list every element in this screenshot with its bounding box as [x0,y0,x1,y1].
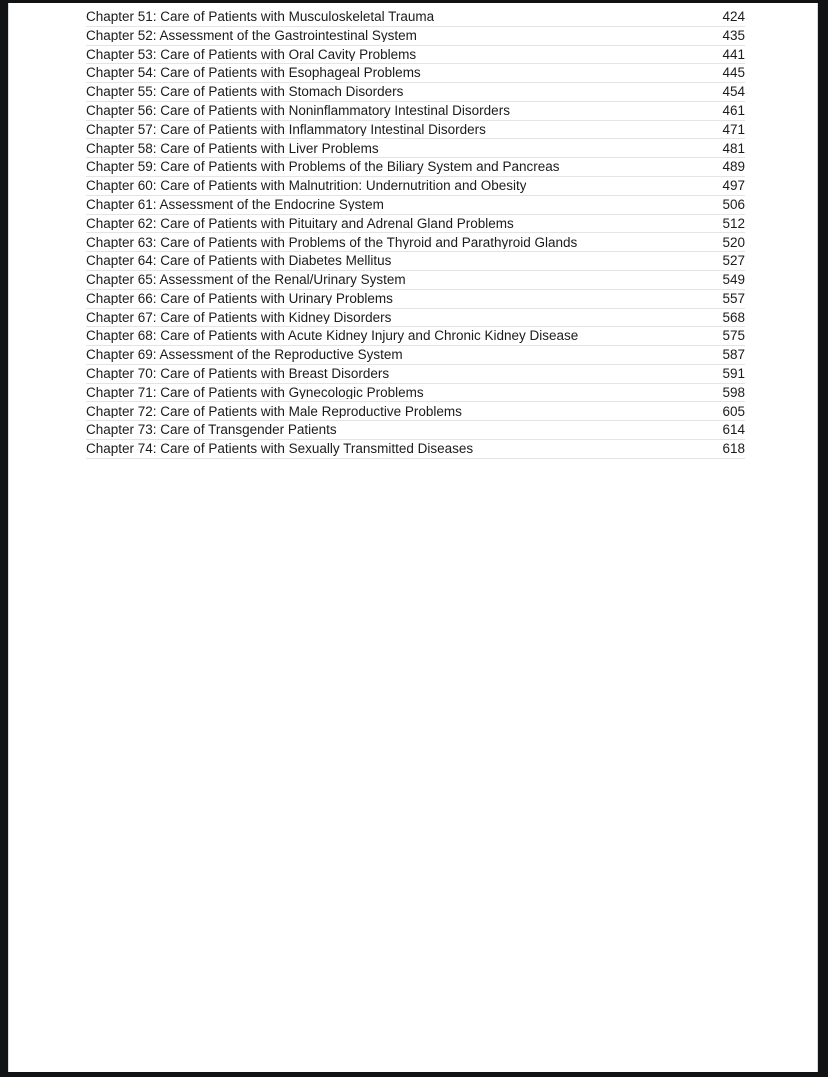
page-number: 549 [722,272,745,288]
page-number: 445 [722,65,745,81]
chapter-title: Chapter 63: Care of Patients with Problems of the Thyroid and Parathyroid Glands [86,235,578,250]
page-number: 591 [722,365,745,381]
toc-entry [86,309,745,328]
chapter-title: Chapter 55: Care of Patients with Stomach Disorders [86,85,404,99]
page-number: 435 [722,27,745,43]
page-number: 481 [722,140,745,156]
page-number: 520 [722,234,745,250]
document-page [8,3,818,1072]
toc-entry [86,139,745,158]
page-number: 557 [722,290,745,306]
page-number: 512 [722,215,745,231]
chapter-title: Chapter 59: Care of Patients with Problems of the Biliary System and Pancreas [86,160,560,174]
chapter-title: Chapter 70: Care of Patients with Breast Disorders [86,366,390,381]
chapter-title: Chapter 57: Care of Patients with Inflammatory Intestinal Disorders [86,122,486,137]
page-number: 614 [722,422,745,438]
toc-entry [86,102,745,121]
toc-entry [86,384,745,403]
chapter-title: Chapter 67: Care of Patients with Kidney Disorders [86,310,392,325]
page-number: 587 [722,347,745,363]
toc-entry [86,121,745,140]
chapter-title: Chapter 68: Care of Patients with Acute Kidney Injury and Chronic Kidney Disease [86,329,579,343]
page-number: 618 [722,441,745,457]
toc-entry [86,290,745,309]
table-of-contents [86,8,745,459]
toc-entry [86,8,745,27]
chapter-title: Chapter 60: Care of Patients with Malnutrition: Undernutrition and Obesity [86,179,527,193]
chapter-title: Chapter 62: Care of Patients with Pituitary and Adrenal Gland Problems [86,216,514,231]
toc-entry [86,64,745,83]
toc-entry [86,46,745,65]
page-number: 489 [722,159,745,175]
toc-entry [86,215,745,234]
page-number: 575 [722,328,745,344]
page-number: 568 [722,309,745,325]
page-number: 441 [722,46,745,62]
toc-entry [86,402,745,421]
page-number: 424 [722,9,745,25]
chapter-title: Chapter 61: Assessment of the Endocrine System [86,197,384,212]
toc-entry [86,271,745,290]
page-number: 598 [722,384,745,400]
toc-entry [86,233,745,252]
chapter-title: Chapter 69: Assessment of the Reproductive System [86,348,403,362]
page-number: 454 [722,84,745,100]
chapter-title: Chapter 52: Assessment of the Gastrointestinal System [86,28,417,43]
toc-entry [86,27,745,46]
chapter-title: Chapter 72: Care of Patients with Male Reproductive Problems [86,404,462,419]
toc-entry [86,346,745,365]
chapter-title: Chapter 56: Care of Patients with Noninflammatory Intestinal Disorders [86,104,510,118]
chapter-title: Chapter 66: Care of Patients with Urinary Problems [86,291,393,306]
page-number: 527 [722,253,745,269]
toc-entry [86,365,745,384]
chapter-title: Chapter 65: Assessment of the Renal/Urinary System [86,273,406,287]
chapter-title: Chapter 53: Care of Patients with Oral Cavity Problems [86,47,417,62]
toc-entry [86,252,745,271]
toc-entry [86,196,745,215]
chapter-title: Chapter 73: Care of Transgender Patients [86,423,337,437]
chapter-title: Chapter 64: Care of Patients with Diabetes Mellitus [86,254,392,268]
toc-entry [86,327,745,346]
chapter-title: Chapter 51: Care of Patients with Musculoskeletal Trauma [86,10,435,24]
chapter-title: Chapter 58: Care of Patients with Liver Problems [86,141,379,156]
chapter-title: Chapter 71: Care of Patients with Gynecologic Problems [86,385,424,400]
toc-entry [86,421,745,440]
page-number: 605 [722,403,745,419]
toc-entry [86,440,745,459]
toc-entry [86,177,745,196]
page-number: 497 [722,178,745,194]
toc-entry [86,158,745,177]
page-number: 471 [722,121,745,137]
chapter-title: Chapter 74: Care of Patients with Sexually Transmitted Diseases [86,442,474,456]
page-number: 506 [722,196,745,212]
chapter-title: Chapter 54: Care of Patients with Esophageal Problems [86,66,421,80]
toc-entry [86,83,745,102]
page-number: 461 [722,103,745,119]
